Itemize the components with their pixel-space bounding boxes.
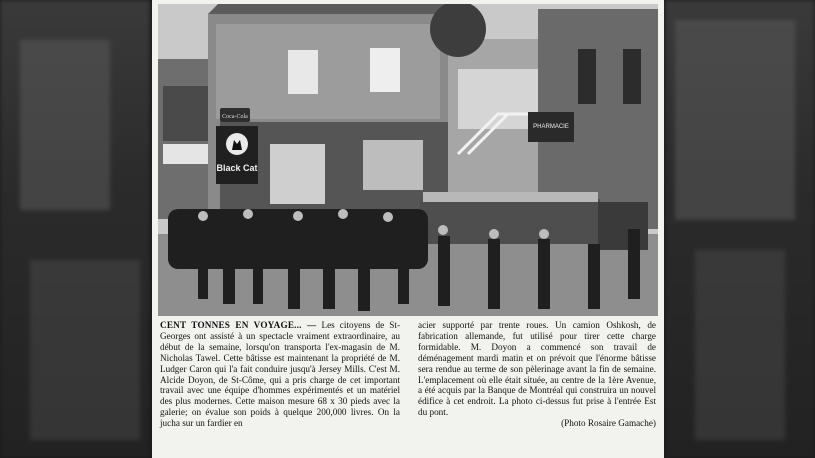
pharmacie-sign-text: PHARMACIE (533, 124, 569, 130)
caption-column-right (418, 320, 656, 429)
photo-credit: (Photo Rosaire Gamache) (561, 418, 656, 429)
black-cat-sign-text: Black Cat (216, 163, 258, 173)
caption-headline: CENT TONNES EN VOYAGE... — (160, 320, 317, 330)
photo-caption (160, 320, 656, 454)
caption-text-right: acier supporté par trente roues. Un camion Oshkosh, de fabrication allemande, fut utilisé pour tirer cette charge formidable. M. Doyon a commencé son travail de déménagement mardi matin et on prévoit que l'énorme bâtisse sera rendue au terme de son pèlerinage avant la fin de semaine. L'emplacement où elle était située, au centre de la 1ère Avenue, a été acquis par la Banque de Montréal qui construira un nouvel édifice à cet endroit. La photo ci-dessus fut prise à l'entrée Est du pont. (418, 320, 656, 418)
coca-cola-sign-text: Coca-Cola (222, 114, 248, 120)
blurred-background-right (665, 0, 815, 458)
news-photo (158, 4, 658, 316)
newspaper-clipping (152, 0, 664, 458)
caption-column-left (160, 320, 400, 429)
blurred-background-left (0, 0, 150, 458)
caption-text-left: Les citoyens de St-Georges ont assisté à un spectacle vraiment extraordinaire, au début de la semaine, lorsqu'on transporta l'ex-magasin de M. Nicholas Tawel. Cette bâtisse est maintenant la propriété de M. Ludger Caron qui l'a fait conduire jusqu'à Jersey Mills. C'est M. Alcide Doyon, de St-Côme, qui a pris charge de cet important travail avec une équipe d'hommes expérimentés et un matériel des plus modernes. Cette maison mesure 68 x 30 pieds avec la galerie; on évalue son poids à quelque 200,000 livres. On la jucha sur un fardier en (160, 320, 401, 429)
